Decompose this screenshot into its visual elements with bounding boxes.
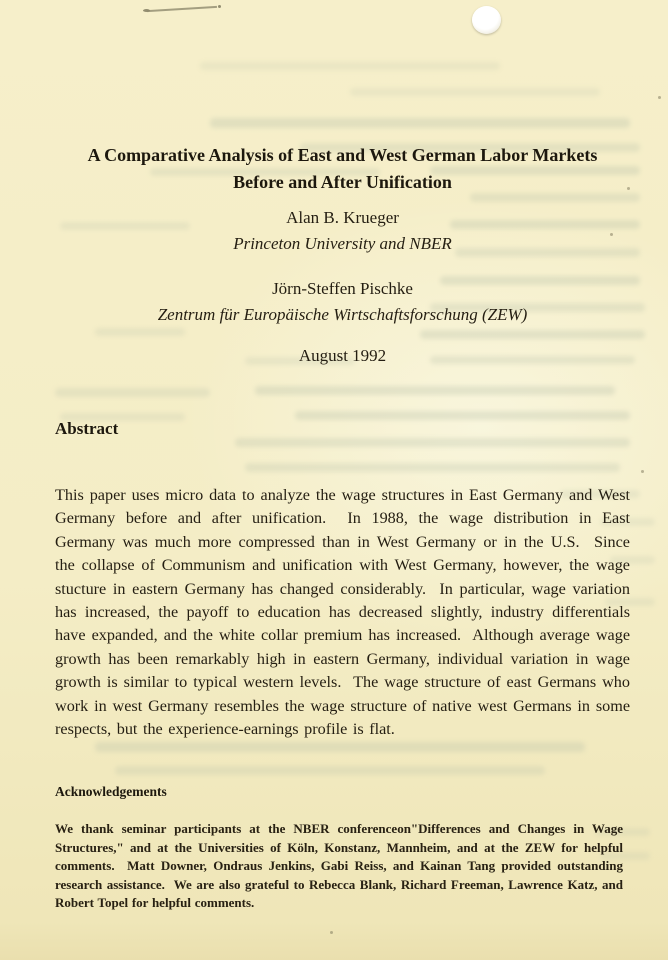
abstract-heading: Abstract (55, 419, 119, 438)
bleedthrough-mark (95, 328, 185, 336)
bleedthrough-mark (350, 88, 600, 96)
paper-title-line2: Before and After Unification (233, 172, 452, 192)
bleedthrough-mark (55, 388, 210, 397)
bleedthrough-mark (95, 742, 585, 752)
author-affiliation: Princeton University and NBER (233, 234, 452, 253)
bleedthrough-mark (420, 330, 645, 339)
bleedthrough-mark (200, 62, 500, 70)
author-affiliation: Zentrum für Europäische Wirtschaftsforschung (ZEW) (157, 305, 528, 324)
paper-title-line1: A Comparative Analysis of East and West German Labor Markets (87, 145, 598, 165)
dust-speck (641, 470, 644, 473)
pencil-line (147, 6, 217, 12)
pencil-mark (143, 3, 221, 13)
pencil-blob (143, 9, 150, 12)
bleedthrough-mark (295, 411, 630, 420)
acknowledgements-text: We thank seminar participants at the NBER conferenceon"Differences and Changes in Wage Structures," and at the Universities of Köln, Konstanz, Mannheim, and at the ZEW for helpful comments. Matt Downer, Ondraus Jenkins, Gabi Reiss, and Kainan Tang provided outstanding research assistance. We are also grateful to Rebecca Blank, Richard Freeman, Lawrence Katz, and Robert Topel for helpful comments. (55, 821, 627, 911)
hole-punch (472, 6, 501, 34)
bleedthrough-mark (235, 438, 630, 447)
bleedthrough-mark (210, 118, 630, 128)
paper-date: August 1992 (298, 346, 387, 365)
bleedthrough-mark (115, 766, 545, 775)
bleedthrough-mark (245, 463, 620, 472)
pencil-dot (218, 5, 221, 8)
dust-speck (658, 96, 661, 99)
author-name: Alan B. Krueger (286, 208, 399, 227)
abstract-text: This paper uses micro data to analyze the wage structures in East Germany and West Germany before and after unification. In 1988, the wage distribution in East Germany was much more compressed than in West Germany or in the U.S. Since the collapse of Communism and unification with West Germany, however, the wage stucture in eastern Germany has changed considerably. In particular, wage variation has increased, the payoff to education has decreased slightly, industry differentials have expanded, and the white collar premium has increased. Although average wage growth has been remarkably high in eastern Germany, individual variation in wage growth is similar to typical western levels. The wage structure of east Germans who work in west Germany resembles the wage structure of native west Germans in some respects, but the experience-earnings profile is flat. (55, 486, 636, 739)
author-name: Jörn-Steffen Pischke (272, 279, 413, 298)
paper-title (55, 142, 630, 196)
dust-speck (330, 931, 333, 934)
acknowledgements-heading: Acknowledgements (55, 784, 167, 799)
bleedthrough-mark (255, 386, 615, 395)
